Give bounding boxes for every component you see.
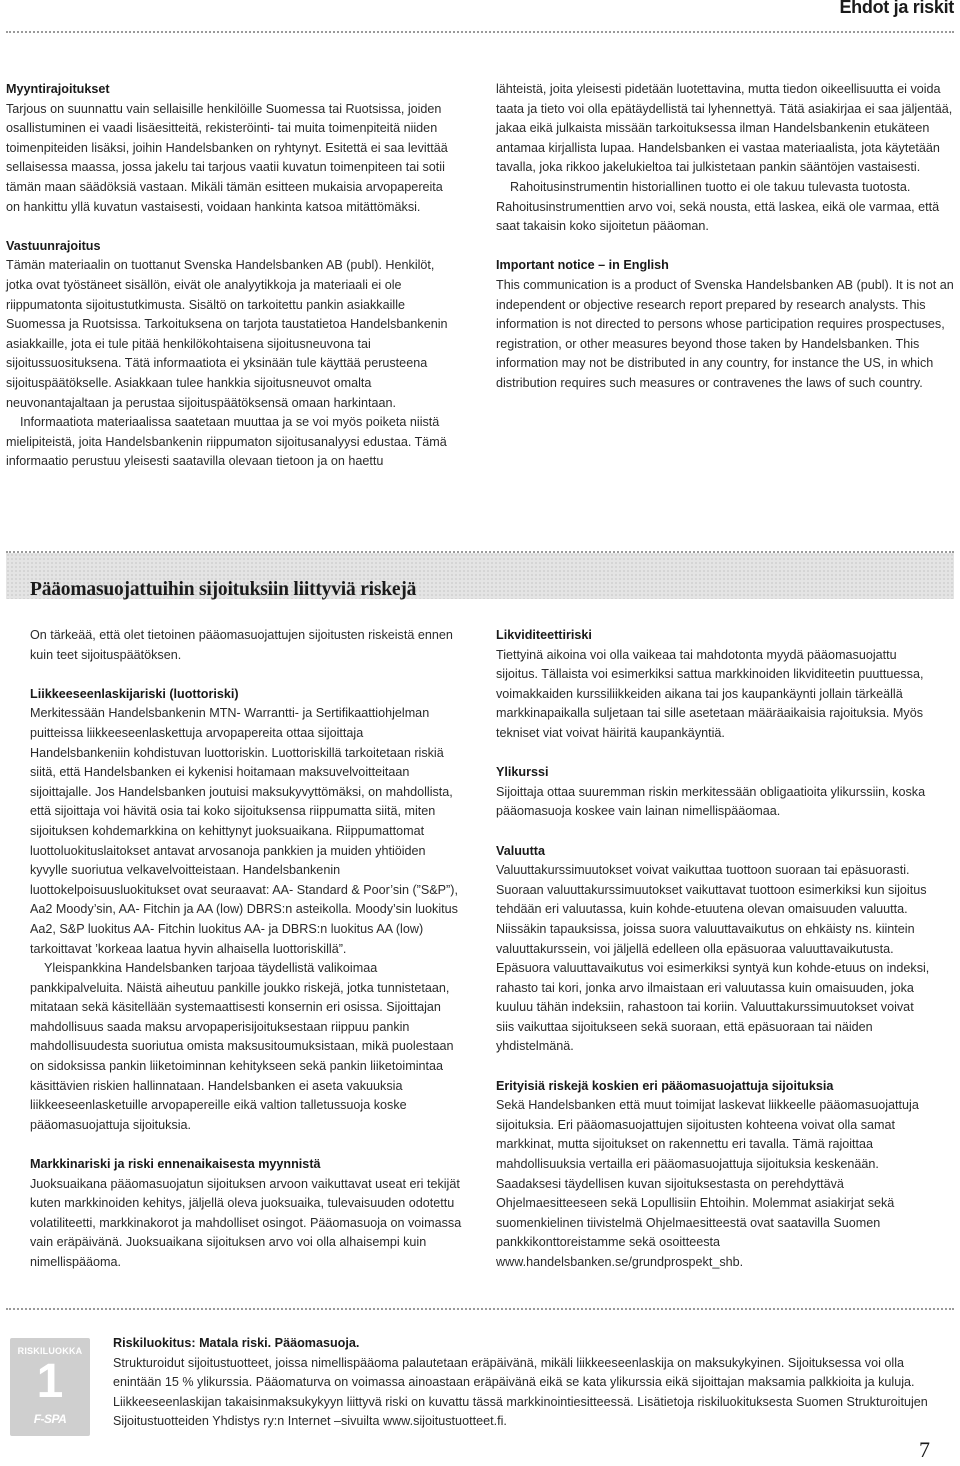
- important-notice-text: This communication is a product of Svenska Handelsbanken AB (publ). It is not an independent or objective research report prepared by research analysts. This information is not directed to persons whose participation requires prospectuses, registration, or other measures beyond those taken by Handelsbanken. This information may not be distributed in any country, for instance the US, in which distribution requires such measures or contravenes the laws of such country.: [496, 277, 954, 390]
- header-divider: [6, 31, 954, 33]
- currency-text: Valuuttakurssimuutokset voivat vaikuttaa tuottoon suoraan tai epäsuorasti. Suoraan valuuttakurssimuutokset vaikuttavat tuottoon esimerkiksi kun sijoitus tehdään eri valuutassa, kuin kohde-etuutena olevan omaisuuden valuutta. Niissäkin tapauksissa, joissa suora valuuttavaikutus on ehkäisty ns. kiintein valuuttakurssein, voi jäljellä edelleen olla epäsuoraa valuuttavaikutusta. Epäsuora valuuttavaikutus voi esimerkiksi syntyä kun kohde-etuus on indeksi, rahasto tai kori, jonka arvo ilmaistaan eri valuutassa kuin omaisuuden, joka kuuluu tähän indeksiin, rahastoon tai koriin. Valuuttakurssimuutokset voivat siis vaikuttaa sijoitukseen sekä suoraan, että epäsuoraan tai näiden yhdistelmänä.: [496, 863, 930, 1054]
- liquidity-risk-text: Tiettyinä aikoina voi olla vaikeaa tai mahdotonta myydä pääomasuojattu sijoitus. Tällaista voi esimerkiksi sattua markkinoiden likviditeetin puuttuessa, voimakkaiden kurssiliikkeiden aikana tai jos kaupankäynti jollain tärkeällä markkinapaikalla suljetaan tai sille asetetaan määräaikaisia rajoituksia. Myös tekniset viat voivat häiritä kaupankäyntiä.: [496, 647, 924, 740]
- liquidity-risk-heading: Likviditeettiriski: [496, 628, 592, 642]
- risk-classification: [113, 1334, 943, 1432]
- premium-heading: Ylikurssi: [496, 765, 549, 780]
- disclaimer-text: Tämän materiaalin on tuottanut Svenska Handelsbanken AB (publ). Henkilöt, jotka ovat työstäneet sisällön, eivät ole analyytikkoja ja materiaali ei ole riippumatonta sijoitustutkimusta. Sisältö on tarkoitettu pankin asiakkaille Suomessa ja Ruotsissa. Tarkoituksena on tarjota taustatietoa Handelsbankenin asiakkaille, jota ei tule pitää henkilökohtaisena sijoitusneuvona tai sijoitussuosituksena. Tätä informaatiota ei yksinään tule käyttää perusteena sijoituspäätökselle. Asiakkaan tulee hankkia sijoitusneuvot omalta neuvonantajaltaan ja perustaa sijoituspäätöksensä omaan harkintaan.: [6, 258, 448, 410]
- currency-heading: Valuutta: [496, 843, 545, 858]
- risks-section-title: Pääomasuojattuihin sijoituksiin liittyviä riskejä: [30, 579, 417, 600]
- risk-class-badge-label: RISKILUOKKA: [17, 1346, 83, 1356]
- risk-class-badge-number: 1: [36, 1355, 64, 1408]
- top-left-column: [6, 80, 456, 472]
- historical-return-text: Rahoitusinstrumentin historiallinen tuotto ei ole takuu tulevasta tuotosta. Rahoitusinstrumenttien arvo voi, sekä nousta, että laskea, eikä ole varmaa, että saat takaisin koko sijoitetun pääoman.: [496, 179, 940, 234]
- top-right-column: [496, 80, 956, 394]
- specific-risks-text: Sekä Handelsbanken että muut toimijat laskevat liikkeelle pääomasuojattuja sijoituksia. Eri pääomasuojattujen sijoitusten kohteena voivat olla samat markkinat, mutta sijoitukset on rakennettu eri tavalla. Tämä rajoittaa mahdollisuuksia vertailla eri pääomasuojattuja sijoituksia keskenään. Saadaksesi täydellisen kuvan sijoituksestasta on perehdyttävä Ohjelmaesitteeseen sekä Lopullisiin Ehtoihin. Molemmat asiakirjat sekä suomenkielinen tiivistelmä Ohjelmaesitteestä ovat saatavilla Suomen pankkikonttoreistamme sekä osoitteesta www.handelsbanken.se/grundprospekt_shb.: [496, 1098, 919, 1269]
- risk-divider: [6, 1308, 954, 1310]
- risk-class-badge: [10, 1338, 90, 1436]
- issuer-risk-heading: Liikkeeseenlaskijariski (luottoriski): [30, 686, 239, 701]
- disclaimer-continuation-text: lähteistä, joita yleisesti pidetään luotettavina, mutta tiedon oikeellisuutta ei voida taata ja tieto voi olla epätäydellistä tai lyhennettyä. Tätä asiakirjaa ei saa jäljentää, jakaa eikä julkaista missään tarkoituksessa ilman Handelsbankenin etukäteen antamaa kirjallista lupaa. Handelsbanken ei vastaa materiaalista, jota käytetään tavalla, joka rikkoo jakelukieltoa tai julkistetaan pankin sääntöjen vastaisesti.: [496, 82, 953, 175]
- risk-classification-text: Strukturoidut sijoitustuotteet, joissa nimellispääoma palautetaan eräpäivänä, mikäli liikkeeseenlaskija on maksukykyinen. Sijoituksessa voi olla enintään 15 % ylikurssia. Pääomaturva on voimassa ainoastaan eräpäivänä eikä se kata ylikurssia eikä sijoittajan maksamia palkkioita ja kuluja. Liikkeeseenlaskijan takaisinmaksukykyyn liittyvä riski on kuvattu tässä markkinointiesitteessä. Lisätietoja riskiluokituksesta Suomen Strukturoitujen Sijoitustuotteiden Yhdistys ry:n Internet –sivuilta www.sijoitustuotteet.fi.: [113, 1355, 928, 1429]
- premium-text: Sijoittaja ottaa suuremman riskin merkitessään obligaatioita ylikurssiin, koska pääomasuoja koskee vain lainan nimellispääomaa.: [496, 784, 926, 819]
- important-notice-heading: Important notice – in English: [496, 258, 669, 273]
- sales-restrictions-text: Tarjous on suunnattu vain sellaisille henkilöille Suomessa tai Ruotsissa, joiden osallistuminen ei vaadi lisäesitteitä, rekisteröinti- tai muita toimenpiteitä niiden toimenpiteiden lisäksi, joihin Handelsbanken on ryhtynyt. Esitettä ei saa levittää sellaisessa maassa, jossa jakelu tai tarjous vaatii kuvatun toimenpiteen tai sotii tämän maan säädöksiä vastaan. Mikäli tämän esitteen mukaisia arvopapereita on hankittu yllä kuvatun vastaisesti, voidaan hankinta katsoa mitättömäksi.: [6, 101, 448, 214]
- fspa-logo: F-SPA: [33, 1412, 67, 1427]
- disclaimer-text-continued: Informaatiota materiaalissa saatetaan muuttaa ja se voi myös poiketa niistä mielipiteistä, joita Handelsbankenin riippumaton sijoitusanalyysi edustaa. Tämä informaatio perustuu yleisesti saatavilla olevaan tietoon ja on haettu: [6, 415, 447, 469]
- market-risk-heading: Markkinariski ja riski ennenaikaisesta myynnistä: [30, 1157, 321, 1172]
- section-heading-disclaimer: Vastuunrajoitus: [6, 238, 101, 253]
- risk-classification-title: Riskiluokitus: Matala riski. Pääomasuoja.: [113, 1336, 360, 1350]
- page-header-title: Ehdot ja riskit: [839, 0, 954, 17]
- specific-risks-heading: Erityisiä riskejä koskien eri pääomasuojattuja sijoituksia: [496, 1078, 834, 1093]
- issuer-risk-text: Merkitessään Handelsbankenin MTN- Warrantti- ja Sertifikaattiohjelman puitteissa liikkeeseenlaskettuja arvopapereita ottaa sijoittaja Handelsbankeniin kohdistuvan luottoriskin. Luottoriskillä tarkoitetaan riskiä siitä, että Handelsbanken ei kykenisi hoitamaan maksuvelvoitteitaan sijoittajalle. Jos Handelsbanken joutuisi maksukyvyttömäksi, on mahdollista, että sijoittaja voi hävitä osia tai koko sijoituksensa riippumatta siitä, miten sijoituksen kohdemarkkina on kehittynyt juoksuaikana. Riippumattomat luottoluokituslaitokset antavat arvosanoja pankkien ja muiden yhtiöiden kyvylle suoriutua velkavelvoitteistaan. Handelsbankenin luottokelpoisuusluokitukset ovat seuraavat: AA- Standard & Poor’sin (”S&P”), Aa2 Moody’sin, AA- Fitchin ja AA (low) DBRS:n asteikolla. Moody’sin luokitus Aa2, S&P luokitus AA- Fitchin luokitus AA- ja DBRS:n luokitus AA (low) tarkoittavat ’korkeaa laatua hyvin alhaisella luottoriskillä”.: [30, 706, 458, 956]
- market-risk-text: Juoksuaikana pääomasuojatun sijoituksen arvoon vaikuttavat useat eri tekijät kuten markkinoiden kehitys, jäljellä oleva juoksuaika, tulevaisuuden odotettu volatiliteetti, markkinakorot ja mahdolliset osingot. Pääomasuoja on voimassa vain eräpäivänä. Juoksuaikana sijoituksen arvo voi olla alhaisempi kuin nimellispääoma.: [30, 1176, 462, 1269]
- universal-bank-text: Yleispankkina Handelsbanken tarjoaa täydellistä valikoimaa pankkipalveluita. Näistä aiheutuu pankille joukko riskejä, jotka tunnistetaan, mitataan sekä käsitellään systemaattisesti konsernin eri osissa. Sijoittajan mahdollisuus saada maksu arvopaperisijoituksestaan riippuu pankin mahdollisuudesta suoriutua omista maksusitoumuksistaan, mikä puolestaan on sidoksissa pankin liiketoiminnan kehitykseen sekä pankin liiketoimintaa käsittävien riskien hallinnataan. Handelsbanken ei aseta vakuuksia liikkeeseenlasketuille arvopapereille eikä valtion talletussuoja koske pääomasuojattuja sijoituksia.: [30, 961, 454, 1132]
- risks-intro-text: On tärkeää, että olet tietoinen pääomasuojattujen sijoitusten riskeistä ennen kuin teet sijoituspäätöksen.: [30, 628, 453, 662]
- page-number: 7: [919, 1437, 930, 1462]
- bottom-right-column: [496, 626, 930, 1273]
- bottom-left-column: [30, 626, 464, 1273]
- section-heading-sales-restrictions: Myyntirajoitukset: [6, 82, 110, 96]
